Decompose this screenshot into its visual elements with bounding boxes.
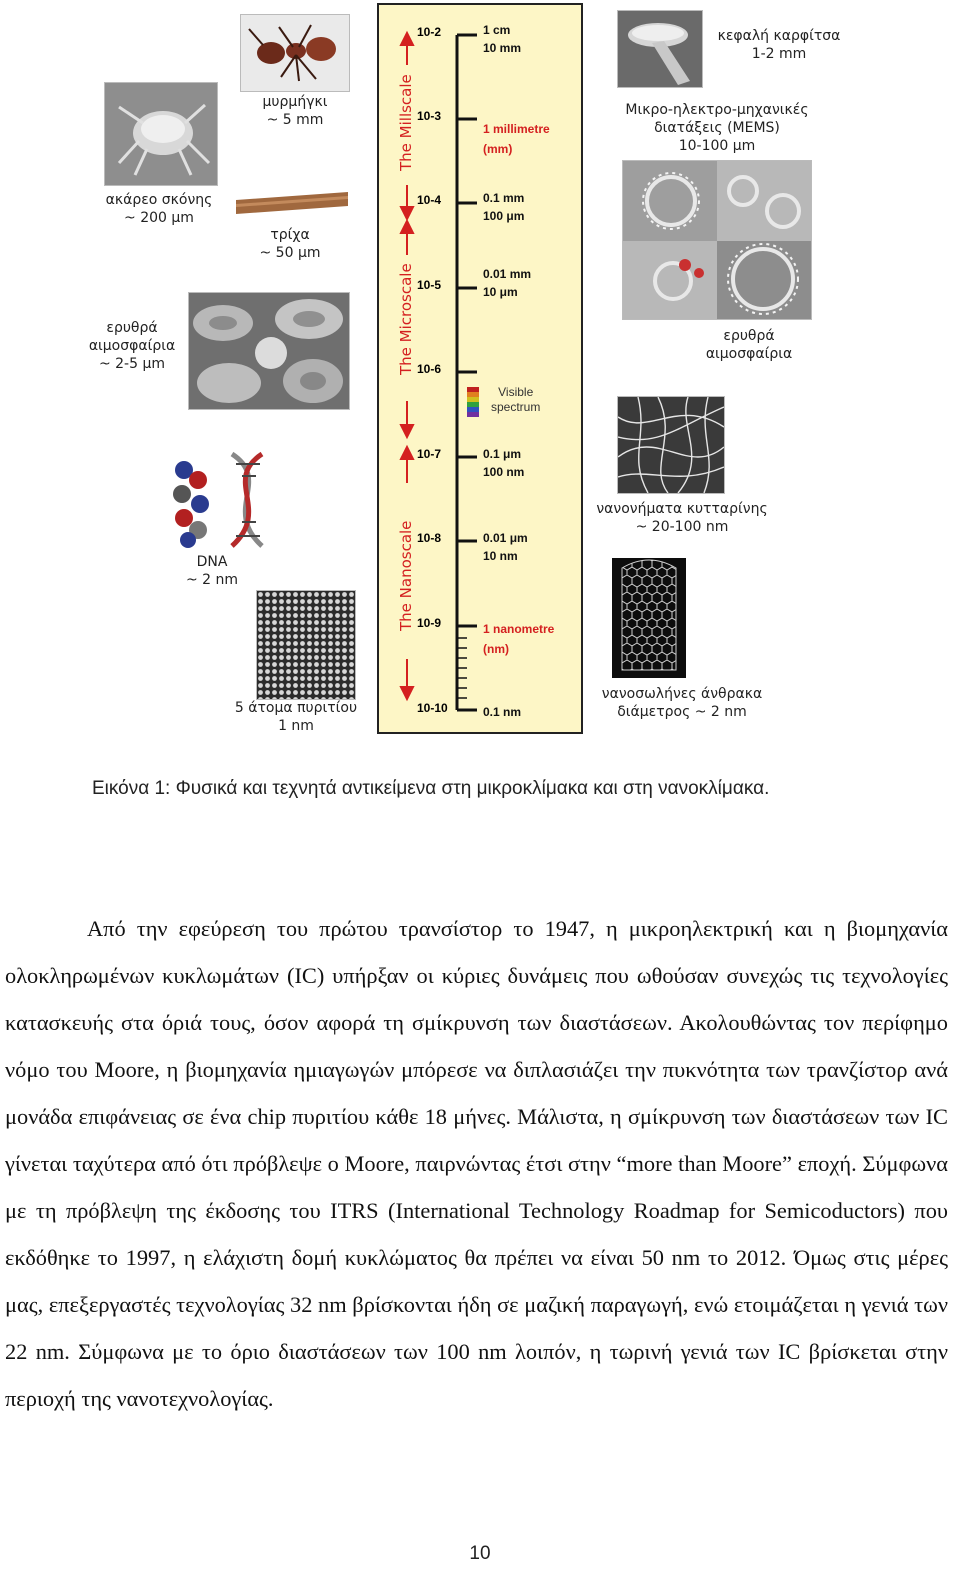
scale-section-milliscale: The Millscale [397, 74, 415, 171]
dust-mite-label: ακάρεο σκόνης ~ 200 μm [105, 192, 213, 226]
scale-tick-label: 1 nanometre (nm) [483, 622, 555, 656]
hair-image [236, 190, 348, 214]
mems-label: Μικρο-ηλεκτρο-μηχανικές διατάξεις (MEMS) 10-100 μm [625, 102, 809, 154]
dust-mite-image [104, 82, 218, 186]
exponent-label: 10-4 [417, 193, 442, 207]
pin-head-image [617, 10, 703, 88]
exponent-label: 10-9 [417, 616, 442, 630]
mems-rbc-label: ερυθρά αιμοσφαίρια [705, 328, 793, 362]
scale-section-microscale: The Microscale [397, 263, 415, 375]
exponent-label: 10-7 [417, 447, 442, 461]
ant-label: μυρμήγκι ~ 5 mm [262, 94, 328, 128]
cellulose-label: νανονήματα κυτταρίνης ~ 20-100 nm [596, 501, 768, 535]
exponent-label: 10-6 [417, 362, 442, 376]
visible-spectrum-swatch [467, 387, 479, 417]
nanotubes-label: νανοσωλήνες άνθρακα διάμετρος ~ 2 nm [601, 686, 763, 720]
red-blood-cells-image [188, 292, 350, 410]
silicon-atoms-label: 5 άτομα πυριτίου 1 nm [234, 700, 358, 734]
visible-spectrum-label: Visible spectrum [491, 385, 541, 414]
exponent-label: 10-2 [417, 25, 442, 39]
rbc-label: ερυθρά αιμοσφαίρια ~ 2-5 μm [88, 320, 176, 372]
scale-tick-label: 1 cm 10 mm [483, 23, 522, 55]
scale-section-nanoscale: The Nanoscale [397, 520, 415, 631]
scale-tick-label: 0.1 mm 100 μm [483, 191, 525, 223]
exponent-label: 10-3 [417, 109, 442, 123]
carbon-nanotube-image [612, 558, 686, 678]
scale-tick-label: 0.01 μm 10 nm [483, 531, 528, 563]
scale-tick-label: 0.1 nm [483, 705, 522, 719]
pin-head-label: κεφαλή καρφίτσα 1-2 mm [717, 28, 841, 62]
mems-gears-image [622, 160, 812, 320]
figure-caption: Εικόνα 1: Φυσικά και τεχνητά αντικείμενα στη μικροκλίμακα και στη νανοκλίμακα. [92, 778, 770, 799]
cellulose-nanofibers-image [617, 396, 725, 494]
exponent-label: 10-5 [417, 278, 442, 292]
scale-tick-label: 1 millimetre (mm) [483, 122, 550, 156]
page-number: 10 [469, 1543, 491, 1564]
exponent-label: 10-10 [417, 701, 448, 715]
scale-tick-label: 0.01 mm 10 μm [483, 267, 532, 299]
hair-label: τρίχα ~ 50 μm [259, 227, 321, 261]
silicon-atoms-image [256, 590, 356, 700]
exponent-label: 10-8 [417, 531, 442, 545]
dna-label: DNA ~ 2 nm [185, 554, 239, 588]
ant-image [240, 14, 350, 92]
scale-figure [0, 0, 960, 760]
scale-tick-label: 0.1 μm 100 nm [483, 447, 525, 479]
length-scale [377, 3, 583, 734]
dna-image [162, 450, 288, 550]
body-paragraph: Από την εφεύρεση του πρώτου τρανσίστορ το 1947, η μικροηλεκτρική και η βιομηχανία ολοκληρωμένων κυκλωμάτων (IC) υπήρξαν οι κύριες δυνάμεις που ωθούσαν συνεχώς τις τεχνολογίες κατασκευής στα όριά τους, όσον αφορά τη σμίκρυνση των διαστάσεων. Ακολουθώντας τον περίφημο νόμο του Moore, η βιομηχανία ημιαγωγών μπόρεσε να διπλασιάζει την πυκνότητα των τρανζίστορ ανά μονάδα επιφάνειας σε ένα chip πυριτίου κάθε 18 μήνες. Μάλιστα, η σμίκρυνση των διαστάσεων των IC γίνεται ταχύτερα από ότι πρόβλεψε ο Moore, παιρνώντας έτσι στην “more than Moore” εποχή. Σύμφωνα με τη πρόβλεψη της έκδοσης του ITRS (International Technology Roadmap for Semicoductors) που εκδόθηκε το 1997, η ελάχιστη δομή κυκλώματος θα πρέπει να είναι 50 nm το 2012. Όμως στις μέρες μας, επεξεργαστές τεχνολογίας 32 nm βρίσκονται ήδη σε μαζική παραγωγή, ενώ ετοιμάζεται η γενιά των 22 nm. Σύμφωνα με το όριο διαστάσεων των 100 nm λοιπόν, η τωρινή γενιά των IC βρίσκεται στην περιοχή της νανοτεχνολογίας. [5, 916, 948, 1412]
